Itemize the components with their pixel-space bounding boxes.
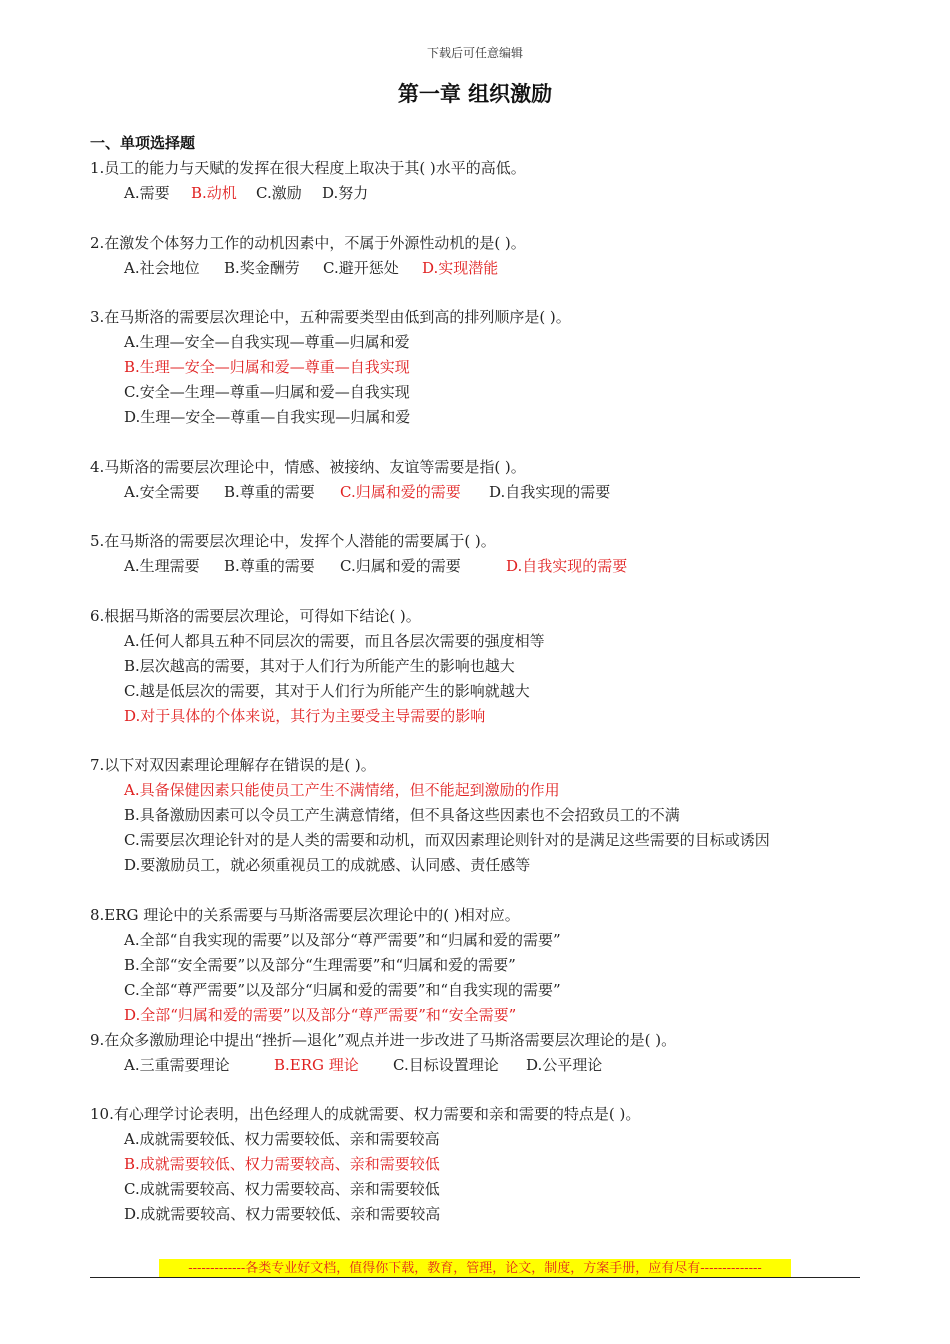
q1-option-d: D.努力 (322, 184, 369, 202)
q2-option-c: C.避开惩处 (323, 259, 399, 277)
q6-option-d-answer: D.对于具体的个体来说，其行为主要受主导需要的影响 (124, 707, 486, 725)
q10-option-a: A.成就需要较低、权力需要较低、亲和需要较高 (124, 1130, 440, 1148)
q6-option-c: C.越是低层次的需要，其对于人们行为所能产生的影响就越大 (124, 682, 530, 700)
q5-option-d-answer: D.自我实现的需要 (506, 557, 628, 575)
q8-option-c: C.全部“尊严需要”以及部分“归属和爱的需要”和“自我实现的需要” (124, 981, 561, 999)
q6-option-a: A.任何人都具五种不同层次的需要，而且各层次需要的强度相等 (124, 632, 545, 650)
header-note: 下载后可任意编辑 (426, 46, 523, 60)
question-4: 4.马斯洛的需要层次理论中，情感、被接纳、友谊等需要是指( )。 (90, 458, 526, 476)
q3-option-d: D.生理—安全—尊重—自我实现—归属和爱 (124, 408, 411, 426)
q7-option-d: D.要激励员工，就必须重视员工的成就感、认同感、责任感等 (124, 856, 531, 874)
q2-option-d-answer: D.实现潜能 (422, 259, 499, 277)
question-5: 5.在马斯洛的需要层次理论中，发挥个人潜能的需要属于( )。 (90, 532, 496, 550)
footer-banner: -------------各类专业好文档，值得你下载，教育，管理，论文，制度，方案手册，应有尽有-------------- (159, 1259, 791, 1278)
q5-option-b: B.尊重的需要 (224, 557, 315, 575)
q4-option-a: A.安全需要 (124, 483, 200, 501)
q9-option-c: C.目标设置理论 (393, 1056, 499, 1074)
q10-option-b-answer: B.成就需要较低、权力需要较高、亲和需要较低 (124, 1155, 440, 1173)
q5-option-c: C.归属和爱的需要 (340, 557, 461, 575)
question-3: 3.在马斯洛的需要层次理论中，五种需要类型由低到高的排列顺序是( )。 (90, 308, 571, 326)
q3-option-c: C.安全—生理—尊重—归属和爱—自我实现 (124, 383, 410, 401)
q8-option-b: B.全部“安全需要”以及部分“生理需要”和“归属和爱的需要” (124, 956, 516, 974)
q6-option-b: B.层次越高的需要，其对于人们行为所能产生的影响也越大 (124, 657, 515, 675)
q9-option-d: D.公平理论 (526, 1056, 603, 1074)
q4-option-c-answer: C.归属和爱的需要 (340, 483, 461, 501)
q1-option-b-answer: B.动机 (191, 184, 237, 202)
q4-option-b: B.尊重的需要 (224, 483, 315, 501)
q4-option-d: D.自我实现的需要 (489, 483, 611, 501)
q1-option-a: A.需要 (124, 184, 170, 202)
q10-option-c: C.成就需要较高、权力需要较高、亲和需要较低 (124, 1180, 440, 1198)
question-2: 2.在激发个体努力工作的动机因素中，不属于外源性动机的是( )。 (90, 234, 526, 252)
question-9: 9.在众多激励理论中提出“挫折—退化”观点并进一步改进了马斯洛需要层次理论的是( )。 (90, 1031, 677, 1049)
question-8: 8.ERG 理论中的关系需要与马斯洛需要层次理论中的( )相对应。 (90, 906, 520, 924)
q7-option-b: B.具备激励因素可以令员工产生满意情绪，但不具备这些因素也不会招致员工的不满 (124, 806, 680, 824)
question-7: 7.以下对双因素理论理解存在错误的是( )。 (90, 756, 376, 774)
document-title: 第一章 组织激励 (397, 81, 553, 106)
question-10: 10.有心理学讨论表明，出色经理人的成就需要、权力需要和亲和需要的特点是( )。 (90, 1105, 641, 1123)
q3-option-a: A.生理—安全—自我实现—尊重—归属和爱 (124, 333, 410, 351)
q10-option-d: D.成就需要较高、权力需要较低、亲和需要较高 (124, 1205, 441, 1223)
q1-option-c: C.激励 (256, 184, 302, 202)
q7-option-c: C.需要层次理论针对的是人类的需要和动机，而双因素理论则针对的是满足这些需要的目标或诱因 (124, 831, 770, 849)
q3-option-b-answer: B.生理—安全—归属和爱—尊重—自我实现 (124, 358, 410, 376)
q7-option-a-answer: A.具备保健因素只能使员工产生不满情绪，但不能起到激励的作用 (124, 781, 560, 799)
q2-option-b: B.奖金酬劳 (224, 259, 300, 277)
q9-option-b-answer: B.ERG 理论 (274, 1056, 359, 1074)
q9-option-a: A.三重需要理论 (124, 1056, 230, 1074)
question-6: 6.根据马斯洛的需要层次理论，可得如下结论( )。 (90, 607, 421, 625)
question-1: 1.员工的能力与天赋的发挥在很大程度上取决于其( )水平的高低。 (90, 159, 526, 177)
q8-option-a: A.全部“自我实现的需要”以及部分“尊严需要”和“归属和爱的需要” (124, 931, 561, 949)
q5-option-a: A.生理需要 (124, 557, 200, 575)
q2-option-a: A.社会地位 (124, 259, 200, 277)
footer-divider (90, 1277, 860, 1278)
q8-option-d-answer: D.全部“归属和爱的需要”以及部分“尊严需要”和“安全需要” (124, 1006, 517, 1024)
section-title: 一、单项选择题 (90, 134, 196, 152)
